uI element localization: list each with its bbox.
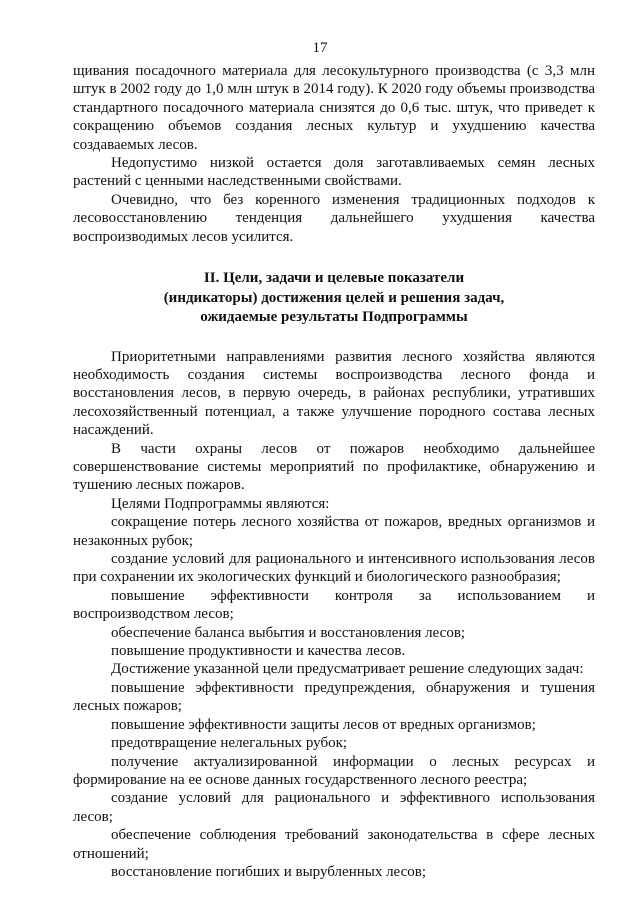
paragraph: Недопустимо низкой остается доля заготавливаемых семян лесных растений с ценными наследственными свойствами. bbox=[73, 155, 595, 190]
paragraph: Достижение указанной цели предусматривает решение следующих задач: bbox=[111, 661, 584, 678]
list-item: создание условий для рационального и эффективного использования лесов; bbox=[73, 790, 595, 825]
heading-line: ожидаемые результаты Подпрограммы bbox=[200, 309, 468, 326]
list-item: повышение эффективности контроля за использованием и воспроизводством лесов; bbox=[73, 587, 595, 623]
heading-line: (индикаторы) достижения целей и решения задач, bbox=[163, 289, 505, 306]
list-item: восстановление погибших и вырубленных лесов; bbox=[111, 863, 426, 880]
heading-line: II. Цели, задачи и целевые показатели bbox=[203, 270, 465, 287]
list-item: создание условий для рационального и интенсивного использования лесов при сохранении их экологических функций и биологического разнообразия; bbox=[73, 551, 595, 586]
list-item: повышение эффективности защиты лесов от вредных организмов; bbox=[111, 716, 536, 733]
list-item: получение актуализированной информации о лесных ресурсах и формирование на ее основе данных государственного лесного реестра; bbox=[73, 753, 595, 788]
paragraph: В части охраны лесов от пожаров необходимо дальнейшее совершенствование системы мероприятий по профилактике, обнаружению и тушению лесных пожаров. bbox=[73, 440, 595, 494]
page-number: 17 bbox=[312, 40, 328, 56]
document-body bbox=[73, 62, 595, 881]
paragraph: Целями Подпрограммы являются: bbox=[111, 495, 330, 512]
list-item: обеспечение соблюдения требований законодательства в сфере лесных отношений; bbox=[73, 827, 595, 862]
list-item: повышение продуктивности и качества лесов. bbox=[111, 643, 406, 660]
list-item: сокращение потерь лесного хозяйства от пожаров, вредных организмов и незаконных рубок; bbox=[73, 514, 595, 549]
paragraph: Очевидно, что без коренного изменения традиционных подходов к лесовосстановлению тенденция дальнейшего ухудшения качества воспроизводимых лесов усилится. bbox=[73, 191, 595, 245]
list-item: повышение эффективности предупреждения, обнаружения и тушения лесных пожаров; bbox=[73, 679, 595, 715]
paragraph: щивания посадочного материала для лесокультурного производства (с 3,3 млн штук в 2002 году до 1,0 млн штук в 2014 году). К 2020 году объемы производства стандартного посадочного материала снизятся до 0,6 тыс. штук, что приведет к сокращению объемов создания лесных культур и ухудшению качества создаваемых лесов. bbox=[73, 63, 595, 153]
section-heading bbox=[73, 269, 595, 328]
list-item: предотвращение нелегальных рубок; bbox=[111, 735, 348, 752]
list-item: обеспечение баланса выбытия и восстановления лесов; bbox=[111, 624, 466, 641]
paragraph: Приоритетными направлениями развития лесного хозяйства являются необходимость создания системы воспроизводства лесного фонда и восстановления лесов, в первую очередь, в районах республики, утративших лесохозяйственный потенциал, а также улучшение породного состава лесных насаждений. bbox=[73, 348, 595, 439]
